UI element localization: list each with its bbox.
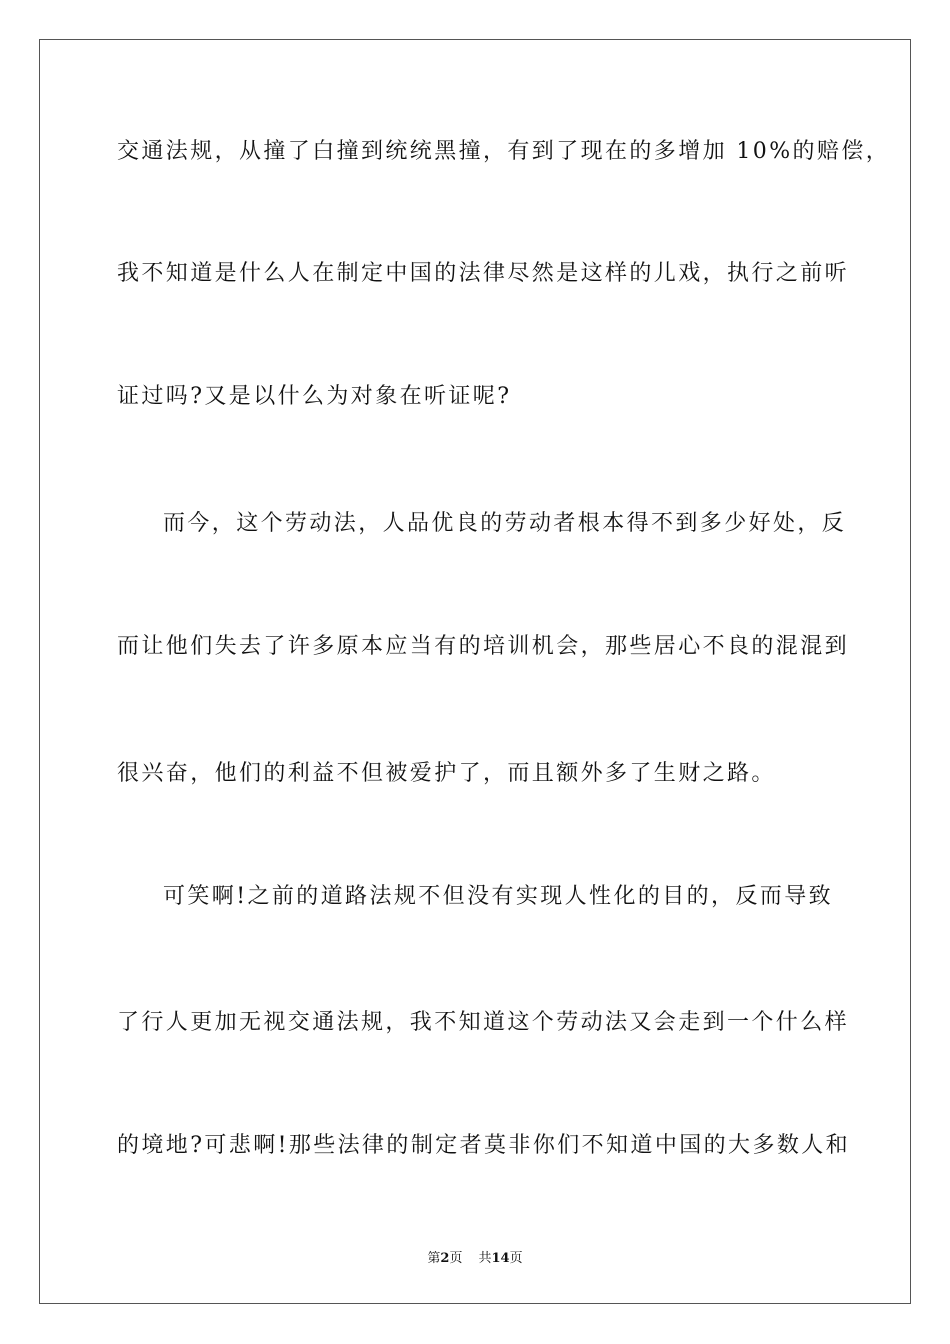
body-line-3: 证过吗?又是以什么为对象在听证呢? xyxy=(117,384,512,409)
page-prefix: 第 xyxy=(427,1251,441,1266)
total-suffix: 页 xyxy=(509,1251,523,1266)
page-number: 2 xyxy=(440,1251,450,1266)
body-line-4: 而今，这个劳动法，人品优良的劳动者根本得不到多少好处，反 xyxy=(163,511,847,536)
page-border xyxy=(39,39,911,1304)
body-line-7: 可笑啊!之前的道路法规不但没有实现人性化的目的，反而导致 xyxy=(163,884,834,909)
body-line-5: 而让他们失去了许多原本应当有的培训机会，那些居心不良的混混到 xyxy=(117,634,850,659)
body-line-8: 了行人更加无视交通法规，我不知道这个劳动法又会走到一个什么样 xyxy=(117,1010,850,1035)
body-line-9: 的境地?可悲啊!那些法律的制定者莫非你们不知道中国的大多数人和 xyxy=(117,1133,851,1158)
page-footer xyxy=(0,1247,950,1266)
page-suffix: 页 xyxy=(449,1251,463,1266)
body-line-1: 交通法规，从撞了白撞到统统黑撞，有到了现在的多增加 10%的赔偿， xyxy=(117,139,891,164)
body-line-2: 我不知道是什么人在制定中国的法律尽然是这样的儿戏，执行之前听 xyxy=(117,261,850,286)
body-line-6: 很兴奋，他们的利益不但被爱护了，而且额外多了生财之路。 xyxy=(117,761,776,786)
total-pages: 14 xyxy=(491,1251,510,1266)
total-prefix: 共 xyxy=(478,1251,492,1266)
